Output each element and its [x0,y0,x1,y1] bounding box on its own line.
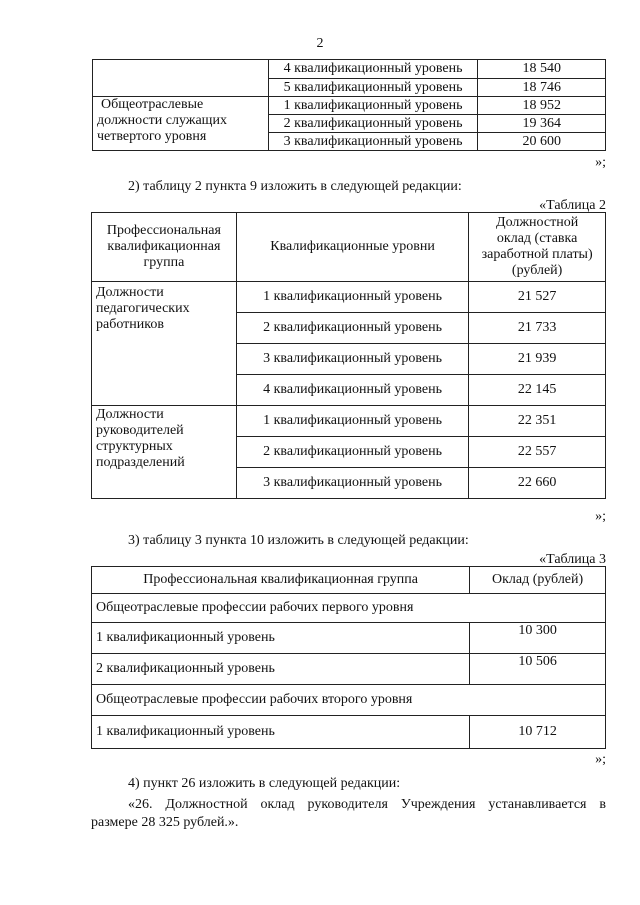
table-row [92,406,606,437]
header-group: Профессиональная квалификационная группа [92,567,470,594]
salary-cell: 22 145 [469,375,606,406]
group-name-line: Должности [96,285,164,300]
header-line: заработной платы) [481,247,593,262]
level-cell: 2 квалификационный уровень [236,437,468,468]
table-cell [93,60,269,97]
group-name-line: должности служащих [97,113,227,128]
level-cell: 1 квалификационный уровень [236,406,468,437]
salary-cell: 22 351 [469,406,606,437]
header-line: Профессиональная [106,223,221,238]
table-3 [91,566,606,749]
level-cell: 5 квалификационный уровень [268,79,478,97]
paragraph: «26. Должностной оклад руководителя Учреждения устанавливается в [128,797,606,812]
level-cell: 1 квалификационный уровень [236,282,468,313]
close-quote: »; [595,752,606,767]
paragraph: 2) таблицу 2 пункта 9 изложить в следующей редакции: [128,179,462,194]
section-heading: Общеотраслевые профессии рабочих второго уровня [92,685,606,716]
header-salary [469,213,606,282]
table-2 [91,212,606,499]
level-cell: 3 квалификационный уровень [236,344,468,375]
salary-cell: 18 746 [478,79,606,97]
table-1 [92,59,606,151]
header-line: квалификационная [107,239,221,254]
group-name-line: работников [96,317,164,332]
page-number: 2 [316,36,324,51]
header-line: оклад (ставка [496,231,578,246]
group-name-line: подразделений [96,455,185,470]
group-name-line: четвертого уровня [97,129,207,144]
level-cell: 2 квалификационный уровень [92,654,470,685]
section-row [92,685,606,716]
salary-cell: 18 540 [478,60,606,79]
level-cell: 1 квалификационный уровень [268,97,478,115]
level-cell: 1 квалификационный уровень [92,623,470,654]
paragraph: 4) пункт 26 изложить в следующей редакции: [128,776,401,791]
salary-cell: 21 733 [469,313,606,344]
table-row [92,282,606,313]
salary-cell: 10 712 [470,716,606,749]
group-cell [93,97,269,151]
header-levels: Квалификационные уровни [236,213,468,282]
header-salary: Оклад (рублей) [470,567,606,594]
group-name-line: Общеотраслевые [101,97,204,112]
header-line: группа [143,255,185,270]
close-quote: »; [595,509,606,524]
level-cell: 1 квалификационный уровень [92,716,470,749]
level-cell: 4 квалификационный уровень [268,60,478,79]
salary-cell: 22 660 [469,468,606,499]
table-row [92,716,606,749]
salary-cell: 20 600 [478,133,606,151]
salary-cell: 21 939 [469,344,606,375]
table-caption: «Таблица 3 [539,552,606,567]
header-group [92,213,237,282]
table-row [93,97,606,115]
group-name-line: руководителей [96,423,184,438]
group-cell [92,406,237,499]
level-cell: 3 квалификационный уровень [236,468,468,499]
level-cell: 4 квалификационный уровень [236,375,468,406]
section-heading: Общеотраслевые профессии рабочих первого уровня [92,594,606,623]
level-cell: 2 квалификационный уровень [236,313,468,344]
table-header-row [92,567,606,594]
level-cell: 2 квалификационный уровень [268,115,478,133]
group-name-line: педагогических [96,301,190,316]
salary-cell: 18 952 [478,97,606,115]
table-row [92,623,606,654]
group-name-line: Должности [96,407,164,422]
salary-cell: 19 364 [478,115,606,133]
group-name-line: структурных [96,439,173,454]
group-cell [92,282,237,406]
table-header-row [92,213,606,282]
salary-cell: 22 557 [469,437,606,468]
salary-cell: 21 527 [469,282,606,313]
table-caption: «Таблица 2 [539,198,606,213]
section-row [92,594,606,623]
paragraph: размере 28 325 рублей.». [91,815,239,830]
paragraph: 3) таблицу 3 пункта 10 изложить в следующей редакции: [128,533,469,548]
header-line: Должностной [496,215,579,230]
salary-cell: 10 300 [470,623,606,654]
level-cell: 3 квалификационный уровень [268,133,478,151]
table-row [93,60,606,79]
header-line: (рублей) [511,263,563,278]
table-row [92,654,606,685]
close-quote: »; [595,155,606,170]
salary-cell: 10 506 [470,654,606,685]
